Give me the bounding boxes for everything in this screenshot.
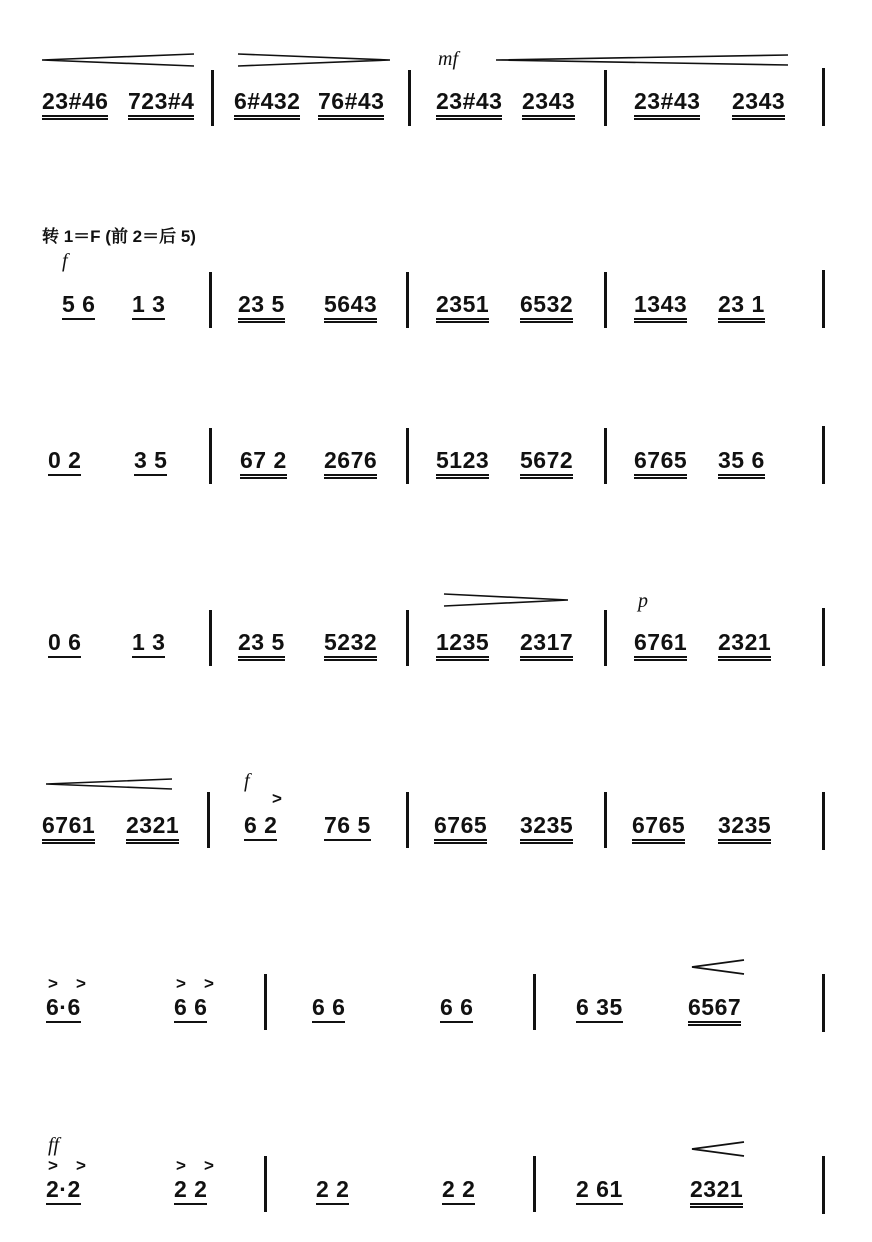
note-group: 6·6 (46, 994, 81, 1023)
barline (822, 426, 825, 484)
diminuendo-hairpin (236, 52, 392, 68)
note-group: 6 6 (440, 994, 473, 1023)
note-group: 35 6 (718, 447, 765, 479)
diminuendo-hairpin (42, 52, 197, 68)
note-group: 6532 (520, 291, 573, 323)
note-group: 6 6 (312, 994, 345, 1023)
note-group: 3235 (520, 812, 573, 844)
barline (822, 608, 825, 666)
note-group: 23#43 (634, 88, 700, 120)
note-group: 6 35 (576, 994, 623, 1023)
note-group: 6761 (634, 629, 687, 661)
dynamic-mark-f: f (244, 770, 250, 792)
note-group: 6 2 (244, 812, 277, 841)
note-group: 2·2 (46, 1176, 81, 1205)
note-group: 0 6 (48, 629, 81, 658)
accent-mark: > (76, 974, 86, 993)
dynamic-mark-f: f (62, 250, 68, 272)
barline (604, 428, 607, 484)
note-group: 2317 (520, 629, 573, 661)
accent-mark: > (176, 974, 186, 993)
note-group: 23#43 (436, 88, 502, 120)
note-group: 2321 (126, 812, 179, 844)
note-group: 1 3 (132, 291, 165, 320)
note-group: 76#43 (318, 88, 384, 120)
note-group: 5672 (520, 447, 573, 479)
note-group: 0 2 (48, 447, 81, 476)
note-group: 5643 (324, 291, 377, 323)
note-group: 6567 (688, 994, 741, 1026)
barline (533, 1156, 536, 1212)
diminuendo-hairpin (442, 592, 570, 608)
note-group: 2676 (324, 447, 377, 479)
dynamic-mark-p: p (638, 590, 648, 612)
note-group: 3235 (718, 812, 771, 844)
note-group: 723#4 (128, 88, 194, 120)
barline (604, 610, 607, 666)
note-group: 1235 (436, 629, 489, 661)
note-group: 5232 (324, 629, 377, 661)
barline (604, 272, 607, 328)
note-group: 2 2 (442, 1176, 475, 1205)
note-group: 6765 (434, 812, 487, 844)
note-group: 23#46 (42, 88, 108, 120)
accent-mark: > (204, 1156, 214, 1175)
note-group: 6 6 (174, 994, 207, 1023)
note-group: 6765 (634, 447, 687, 479)
note-group: 2 61 (576, 1176, 623, 1205)
barline (822, 68, 825, 126)
barline (209, 272, 212, 328)
barline (209, 610, 212, 666)
note-group: 6761 (42, 812, 95, 844)
note-group: 2343 (732, 88, 785, 120)
barline (264, 1156, 267, 1212)
barline (408, 70, 411, 126)
accent-mark: > (48, 1156, 58, 1175)
accent-mark: > (176, 1156, 186, 1175)
accent-mark: > (76, 1156, 86, 1175)
note-group: 23 5 (238, 291, 285, 323)
barline (822, 1156, 825, 1214)
barline (822, 270, 825, 328)
note-group: 5 6 (62, 291, 95, 320)
note-group: 2321 (690, 1176, 743, 1208)
note-group: 67 2 (240, 447, 287, 479)
crescendo-hairpin (690, 958, 746, 976)
crescendo-hairpin (44, 776, 174, 792)
crescendo-hairpin (494, 52, 790, 68)
barline (211, 70, 214, 126)
note-group: 2351 (436, 291, 489, 323)
dynamic-mark-mf: mf (438, 48, 458, 70)
note-group: 2 2 (316, 1176, 349, 1205)
note-group: 1343 (634, 291, 687, 323)
note-group: 2 2 (174, 1176, 207, 1205)
barline (533, 974, 536, 1030)
accent-mark: > (204, 974, 214, 993)
note-group: 6765 (632, 812, 685, 844)
barline (604, 792, 607, 848)
note-group: 23 5 (238, 629, 285, 661)
note-group: 23 1 (718, 291, 765, 323)
barline (264, 974, 267, 1030)
dynamic-mark-ff: ff (48, 1134, 60, 1156)
note-group: 5123 (436, 447, 489, 479)
key-change-label: 转 1＝F (前 2＝后 5) (42, 227, 196, 246)
note-group: 3 5 (134, 447, 167, 476)
barline (406, 428, 409, 484)
barline (822, 792, 825, 850)
barline (822, 974, 825, 1032)
barline (209, 428, 212, 484)
crescendo-hairpin (690, 1140, 746, 1158)
barline (406, 792, 409, 848)
accent-mark: > (48, 974, 58, 993)
note-group: 1 3 (132, 629, 165, 658)
note-group: 76 5 (324, 812, 371, 841)
accent-mark: > (272, 789, 282, 808)
note-group: 2343 (522, 88, 575, 120)
barline (406, 272, 409, 328)
barline (406, 610, 409, 666)
barline (207, 792, 210, 848)
barline (604, 70, 607, 126)
note-group: 6#432 (234, 88, 300, 120)
note-group: 2321 (718, 629, 771, 661)
